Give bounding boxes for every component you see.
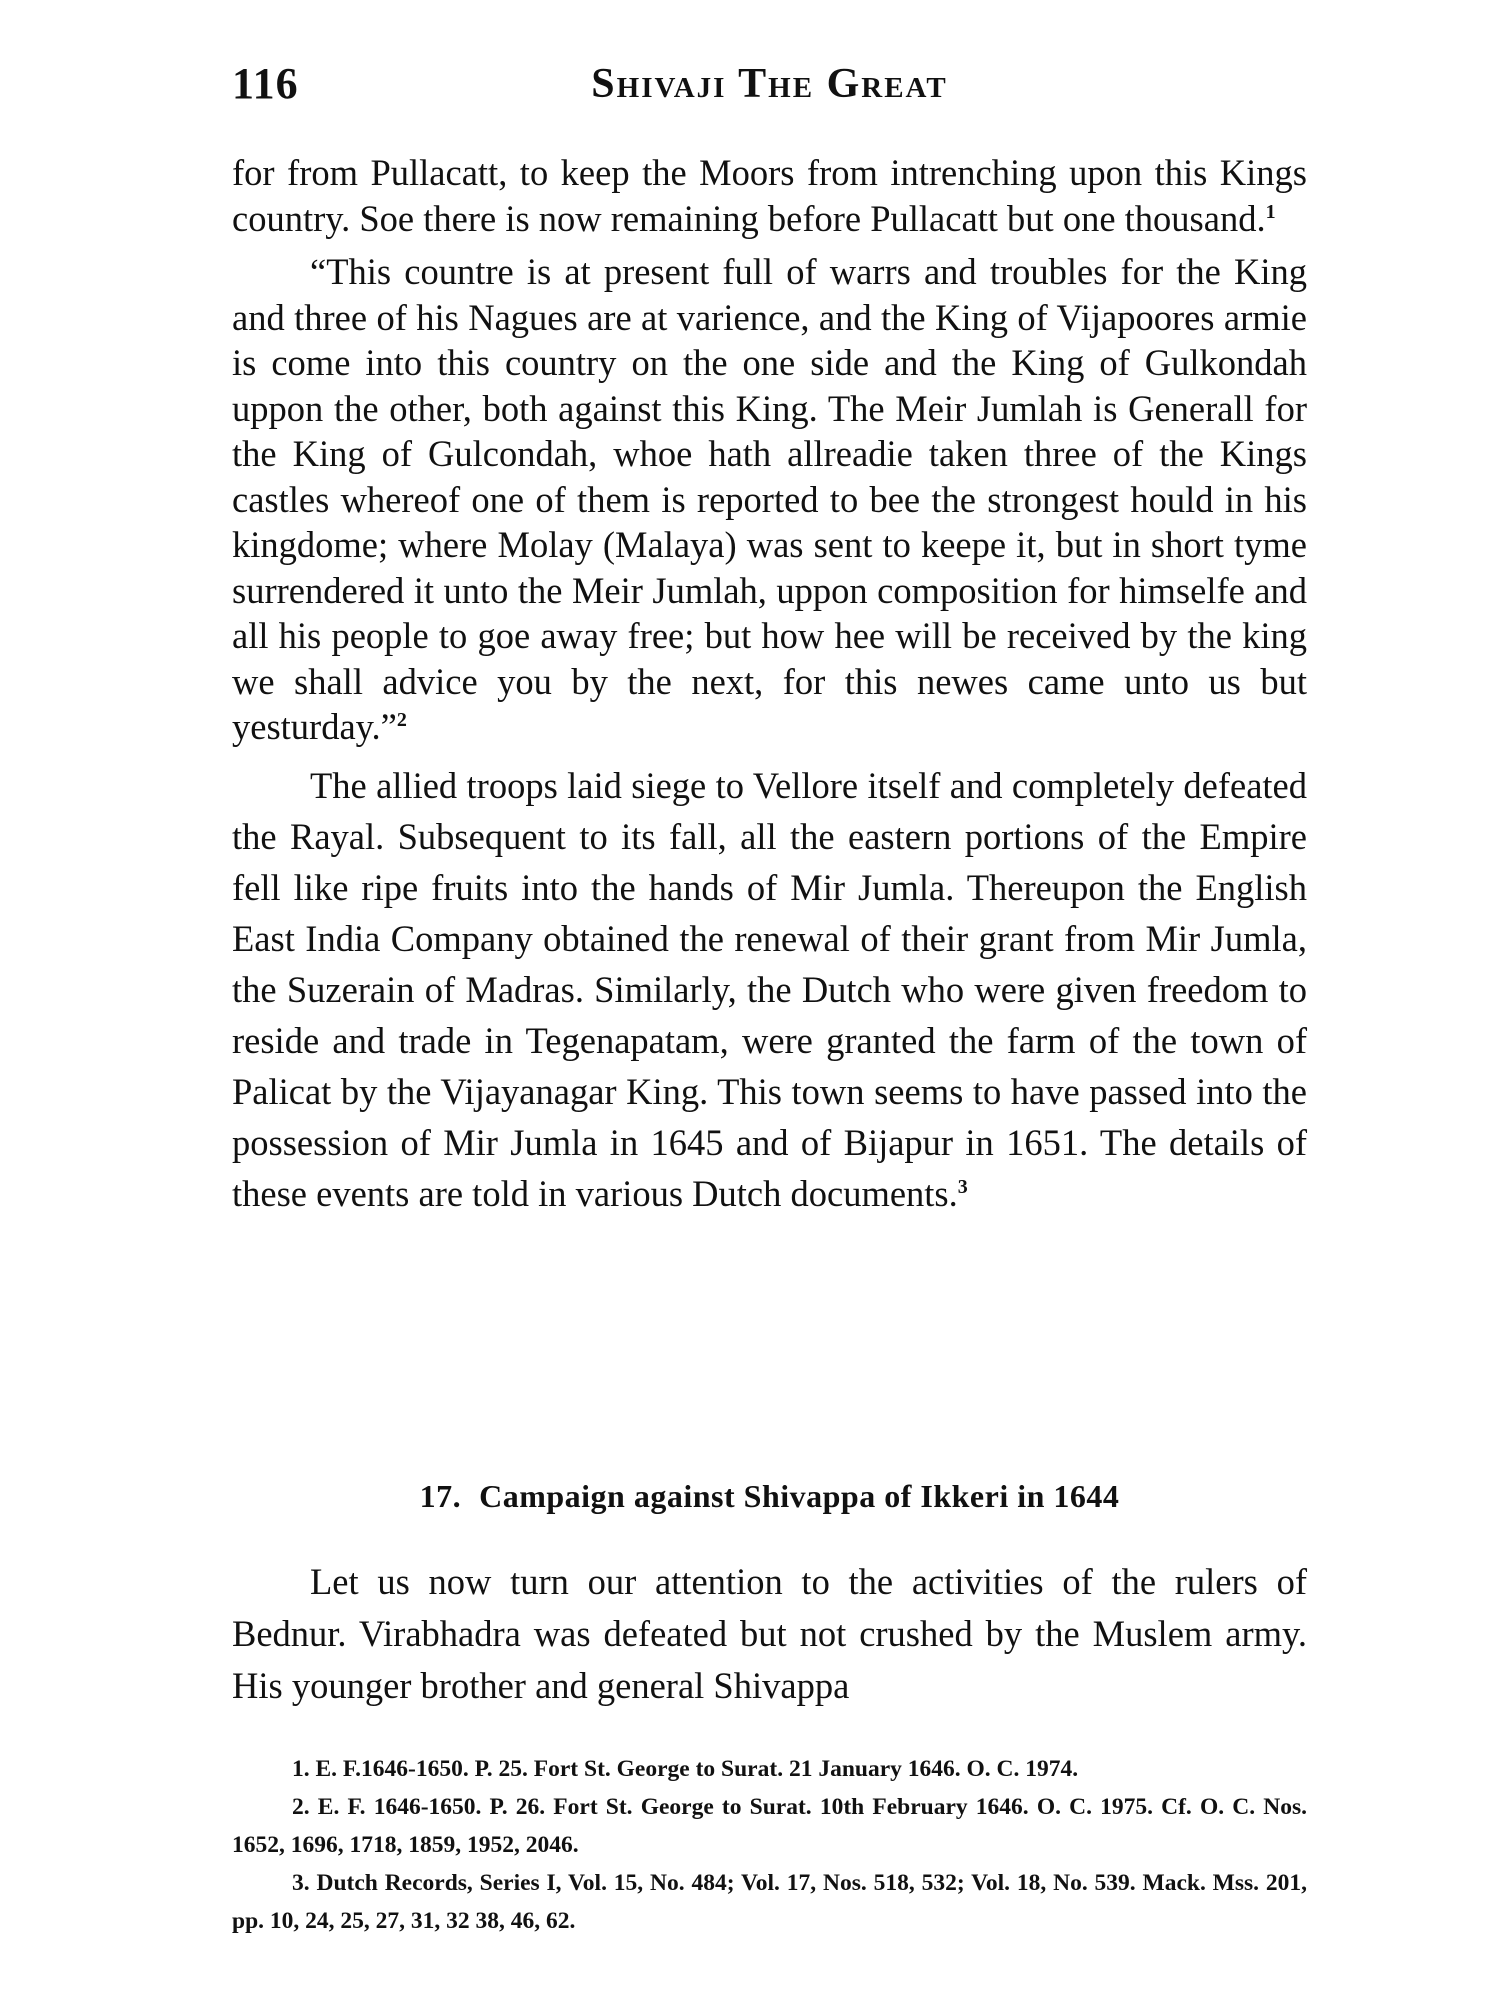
page-header: [232, 58, 1307, 118]
footnote-1: 1. E. F.1646-1650. P. 25. Fort St. George to Surat. 21 January 1646. O. C. 1974.: [292, 1756, 1079, 1782]
section-heading: [232, 1478, 1307, 1515]
paragraph-2-text: “This countre is at present full of warrs and troubles for the King and three of his Nagues are at varience, and the King of Vijapoores armie is come into this country on the one side and the King of Gulkondah uppon the other, both against this King. The Meir Jumlah is Generall for the King of Gulcondah, whoe hath allreadie taken three of the Kings castles whereof one of them is reported to bee the strongest hould in his kingdome; where Molay (Malaya) was sent to keepe it, but in short tyme surrendered it unto the Meir Jumlah, uppon composition for himselfe and all his people to goe away free; but how hee will be received by the king we shall advice you by the next, for this newes came unto us but yesturday.”: [232, 251, 1307, 747]
footnote-ref-2: 2: [396, 708, 407, 731]
footnote-3: 3. Dutch Records, Series I, Vol. 15, No. 484; Vol. 17, Nos. 518, 532; Vol. 18, No. 539. Mack. Mss. 201, pp. 10, 24, 25, 27, 31, 32 38, 46, 62.: [232, 1870, 1307, 1934]
footnote-ref-3: 3: [957, 1175, 968, 1198]
page-number: 116: [232, 59, 299, 108]
paragraph-2-quote: [232, 249, 1307, 750]
paragraph-1-text: for from Pullacatt, to keep the Moors from intrenching upon this Kings country. Soe there is now remaining before Pullacatt but one thousand.: [232, 152, 1307, 239]
section-body: [232, 1556, 1307, 1712]
paragraph-1: [232, 150, 1307, 241]
main-text: [232, 150, 1307, 1219]
paragraph-3: [232, 760, 1307, 1219]
footnote-ref-1: 1: [1265, 200, 1276, 223]
section-title: Campaign against Shivappa of Ikkeri in 1644: [479, 1478, 1120, 1514]
paragraph-3-text: The allied troops laid siege to Vellore itself and completely defeated the Rayal. Subsequent to its fall, all the eastern portions of the Empire fell like ripe fruits into the hands of Mir Jumla. Thereupon the English East India Company obtained the renewal of their grant from Mir Jumla, the Suzerain of Madras. Similarly, the Dutch who were given freedom to reside and trade in Tegenapatam, were granted the farm of the town of Palicat by the Vijayanagar King. This town seems to have passed into the possession of Mir Jumla in 1645 and of Bijapur in 1651. The details of these events are told in various Dutch documents.: [232, 764, 1307, 1214]
section-number: 17.: [419, 1478, 462, 1514]
section-paragraph: Let us now turn our attention to the activities of the rulers of Bednur. Virabhadra was defeated but not crushed by the Muslem army. His younger brother and general Shivappa: [232, 1561, 1307, 1706]
footnote-2: 2. E. F. 1646-1650. P. 26. Fort St. George to Surat. 10th February 1646. O. C. 1975. Cf. O. C. Nos. 1652, 1696, 1718, 1859, 1952, 2046.: [232, 1794, 1307, 1858]
running-title: Shivaji The Great: [591, 61, 948, 107]
footnotes: [232, 1750, 1307, 1940]
